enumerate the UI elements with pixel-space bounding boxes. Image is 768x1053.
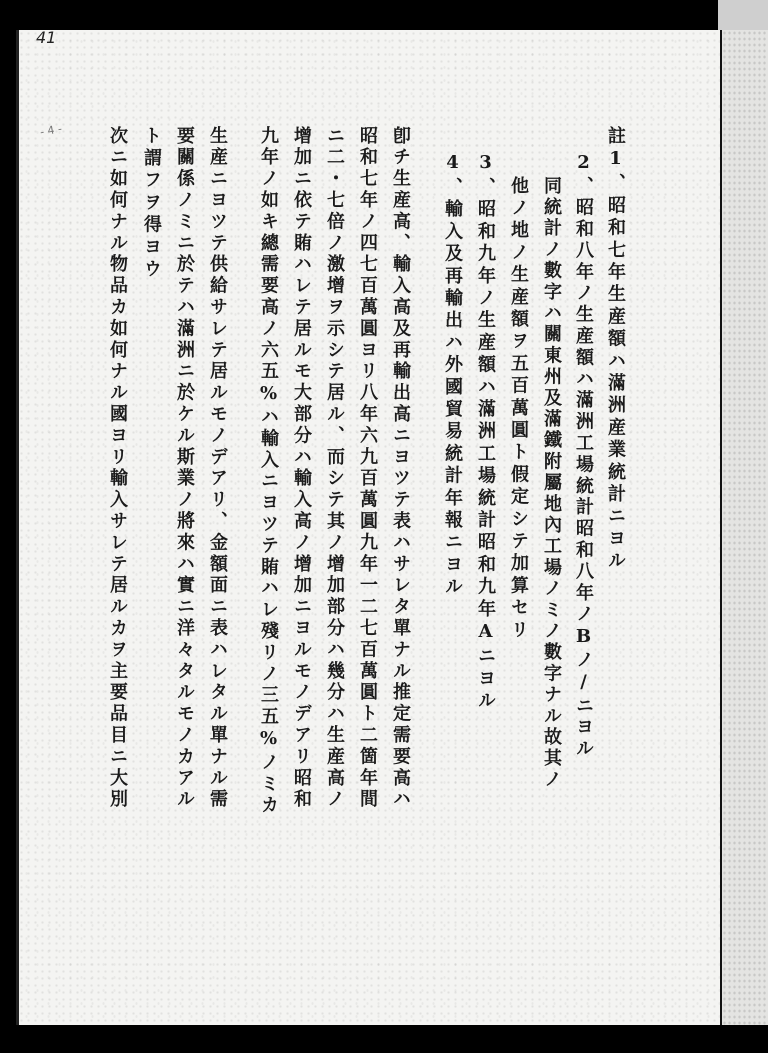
text-column-2: 2、昭和八年ノ生産額ハ滿洲工場統計昭和八年ノBノ/ニヨル bbox=[573, 152, 594, 761]
text-column-6: 4、輸入及再輸出ハ外國貿易統計年報ニヨル bbox=[442, 152, 463, 599]
scan-top-border bbox=[0, 0, 768, 30]
text-column-10: 增加ニ依テ賄ハレテ居ルモ大部分ハ輸入高ノ增加ニヨルモノデアリ昭和 bbox=[291, 126, 312, 811]
text-column-1: 註1、昭和七年生産額ハ滿洲産業統計ニヨル bbox=[605, 126, 626, 573]
text-column-4: 他ノ地ノ生産額ヲ五百萬圓ト假定シテ加算セリ bbox=[508, 176, 529, 643]
text-column-15: 次ニ如何ナル物品カ如何ナル國ヨリ輸入サレテ居ルカヲ主要品目ニ大別 bbox=[107, 126, 128, 811]
text-column-11: 九年ノ如キ總需要高ノ六五%ハ輸入ニヨツテ賄ハレ殘リノ三五%ノミカ bbox=[258, 126, 279, 817]
text-column-14: ト謂フヲ得ヨウ bbox=[141, 126, 162, 282]
text-column-12: 生産ニヨツテ供給サレテ居ルモノデアリ、金額面ニ表ハレタル單ナル需 bbox=[207, 126, 228, 811]
text-column-3: 同統計ノ數字ハ關東州及滿鐵附屬地內工場ノミノ數字ナル故其ノ bbox=[541, 176, 562, 791]
page-left-edge bbox=[16, 30, 19, 1025]
text-column-5: 3、昭和九年ノ生産額ハ滿洲工場統計昭和九年Aニヨル bbox=[475, 152, 496, 713]
text-column-9: ニ二・七倍ノ激增ヲ示シテ居ル、而シテ其ノ增加部分ハ幾分ハ生産高ノ bbox=[324, 126, 345, 811]
scan-corner bbox=[718, 0, 768, 30]
margin-mark: - 4 - bbox=[39, 122, 63, 139]
text-column-7: 卽チ生産高、輸入高及再輸出高ニヨツテ表ハサレタ單ナル推定需要高ハ bbox=[390, 126, 411, 811]
text-column-13: 要關係ノミニ於テハ滿洲ニ於ケル斯業ノ將來ハ實ニ洋々タルモノカアル bbox=[174, 126, 195, 811]
text-column-8: 昭和七年ノ四七百萬圓ヨリ八年六九百萬圓九年一二七百萬圓ト二箇年間 bbox=[357, 126, 378, 811]
page-number: 41 bbox=[36, 28, 57, 47]
page-right-margin bbox=[720, 30, 768, 1025]
